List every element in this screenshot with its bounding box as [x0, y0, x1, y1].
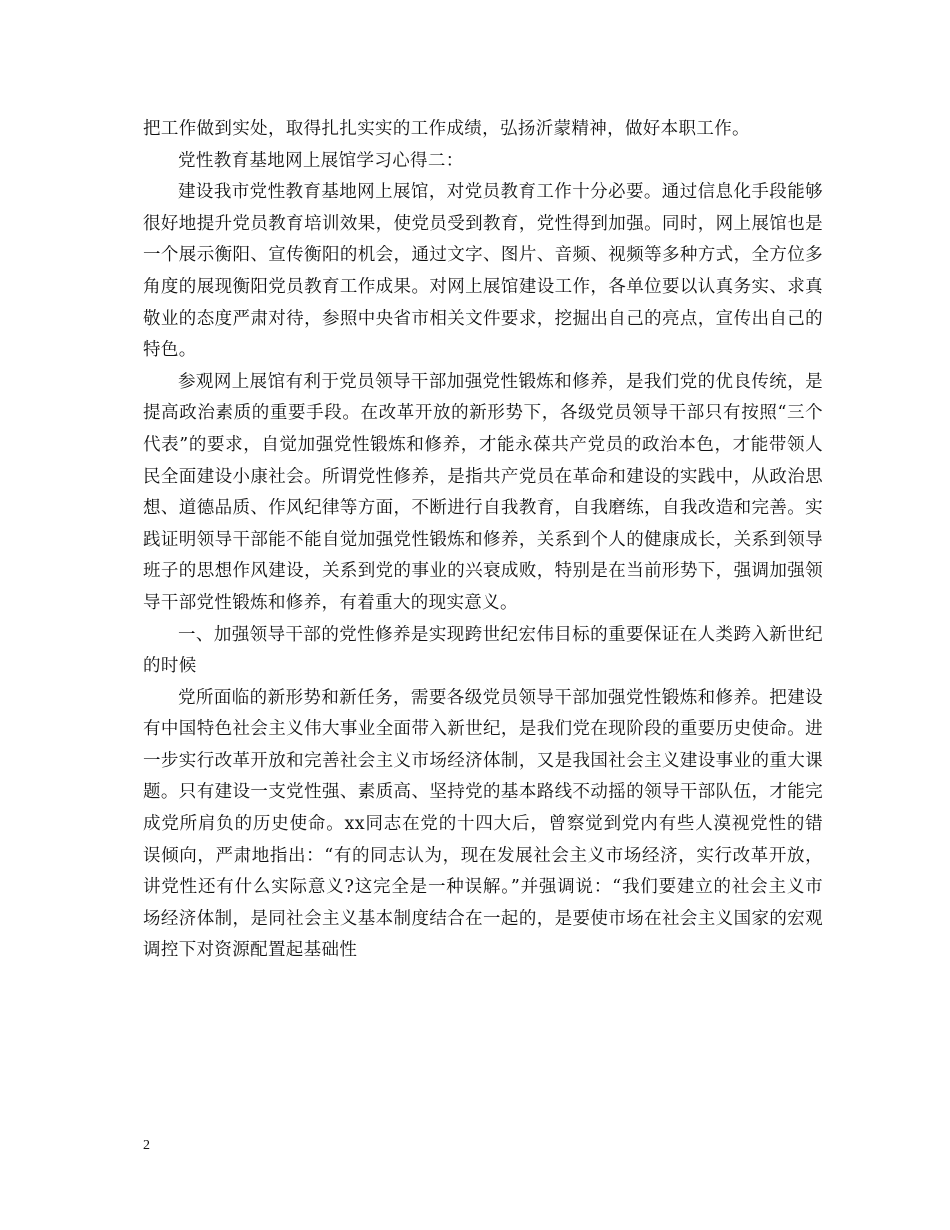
paragraph: 党所面临的新形势和新任务，需要各级党员领导干部加强党性锻炼和修养。把建设有中国特色社会主义伟大事业全面带入新世纪，是我们党在现阶段的重要历史使命。进一步实行改革开放和完善社会主义市场经济体制，又是我国社会主义建设事业的重大课题。只有建设一支党性强、素质高、坚持党的基本路线不动摇的领导干部队伍，才能完成党所肩负的历史使命。xx同志在党的十四大后，曾察觉到党内有些人漠视党性的错误倾向，严肃地指出：“有的同志认为，现在发展社会主义市场经济，实行改革开放，讲党性还有什么实际意义?这完全是一种误解。”并强调说：“我们要建立的社会主义市场经济体制，是同社会主义基本制度结合在一起的，是要使市场在社会主义国家的宏观调控下对资源配置起基础性 — [143, 687, 823, 961]
section-heading: 党性教育基地网上展馆学习心得二： — [178, 150, 464, 171]
paragraph: 参观网上展馆有利于党员领导干部加强党性锻炼和修养，是我们党的优良传统，是提高政治素质的重要手段。在改革开放的新形势下，各级党员领导干部只有按照“三个代表”的要求，自觉加强党性锻炼和修养，才能永葆共产党员的政治本色，才能带领人民全面建设小康社会。所谓党性修养，是指共产党员在革命和建设的实践中，从政治思想、道德品质、作风纪律等方面，不断进行自我教育，自我磨练，自我改造和完善。实践证明领导干部能不能自觉加强党性锻炼和修养，关系到个人的健康成长，关系到领导班子的思想作风建设，关系到党的事业的兴衰成败，特别是在当前形势下，强调加强领导干部党性锻炼和修养，有着重大的现实意义。 — [143, 371, 823, 613]
subsection-heading: 一、加强领导干部的党性修养是实现跨世纪宏伟目标的重要保证在人类跨入新世纪的时候 — [143, 624, 823, 677]
page-number: 2 — [143, 1138, 150, 1153]
body-text — [143, 114, 823, 967]
paragraph: 建设我市党性教育基地网上展馆，对党员教育工作十分必要。通过信息化手段能够很好地提升党员教育培训效果，使党员受到教育，党性得到加强。同时，网上展馆也是一个展示衡阳、宣传衡阳的机会，通过文字、图片、音频、视频等多种方式，全方位多角度的展现衡阳党员教育工作成果。对网上展馆建设工作，各单位要以认真务实、求真敬业的态度严肃对待，参照中央省市相关文件要求，挖掘出自己的亮点，宣传出自己的特色。 — [143, 182, 823, 361]
paragraph-continuation: 把工作做到实处，取得扎扎实实的工作成绩，弘扬沂蒙精神，做好本职工作。 — [143, 119, 750, 139]
